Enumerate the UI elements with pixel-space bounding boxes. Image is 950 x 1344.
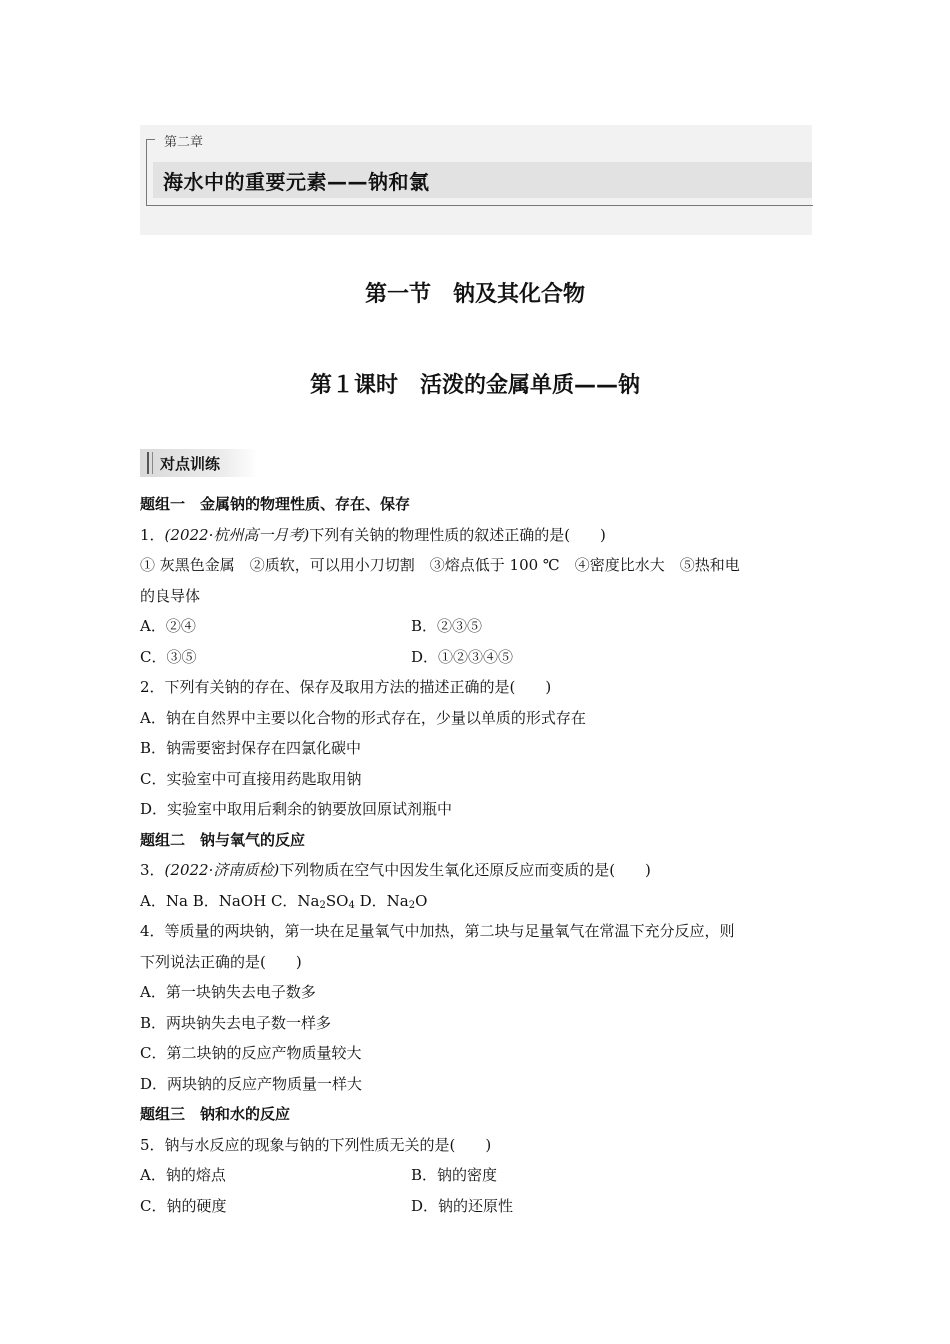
question-5-options-row-2 [140,1191,812,1222]
question-3-text: 下列物质在空气中因发生氧化还原反应而变质的是( ) [279,861,651,879]
question-1-option-a[interactable]: A．②④ [140,617,196,635]
question-4-option-a[interactable]: A．第一块钠失去电子数多 [140,983,316,1001]
practice-tag-label: 对点训练 [160,455,221,473]
question-5-option-c[interactable]: C．钠的硬度 [140,1196,227,1215]
question-3-option-d[interactable] [360,892,428,910]
question-4-option-c[interactable]: C．第二块钠的反应产物质量较大 [140,1044,362,1062]
question-3-option-d-pre: D．Na [359,891,409,910]
tag-bar-thick [147,452,149,474]
question-5-option-a[interactable]: A．钠的熔点 [140,1166,226,1184]
question-3-option-c-sub1: 2 [319,899,326,911]
chapter-label: 第二章 [160,131,207,150]
question-1-number: 1． [140,525,165,544]
section-title: 第一节 钠及其化合物 [364,282,585,307]
question-4-stem-line-2: 下列说法正确的是( ) [140,952,302,971]
question-3-option-c-sub2: 4 [348,899,355,911]
group-title-3: 题组三 钠和水的反应 [140,1105,291,1123]
group-title-2: 题组二 钠与氧气的反应 [140,830,306,849]
group-title-1: 题组一 金属钠的物理性质、存在、保存 [140,495,411,513]
question-3-number: 3． [140,861,165,879]
question-4-stem-line-1: 4．等质量的两块钠，第一块在足量氧气中加热，第二块与足量氧气在常温下充分反应，则 [140,922,735,940]
question-3-option-d-sub: 2 [408,899,416,911]
question-2-option-d[interactable]: D．实验室中取用后剩余的钠要放回原试剂瓶中 [140,800,453,818]
question-3-option-c[interactable] [271,892,355,910]
question-5-option-d[interactable]: D．钠的还原性 [411,1196,514,1215]
question-2-option-b[interactable]: B．钠需要密封保存在四氯化碳中 [140,739,362,757]
question-5-option-b[interactable]: B．钠的密度 [411,1166,498,1184]
question-1-text: 下列有关钠的物理性质的叙述正确的是( ) [309,525,606,544]
question-2-option-a[interactable]: A．钠在自然界中主要以化合物的形式存在，少量以单质的形式存在 [140,708,586,727]
question-3-source: (2022·济南质检) [164,861,280,879]
lesson-title: 第１课时 活泼的金属单质——钠 [309,373,640,398]
question-3-option-c-mid: SO [325,891,349,910]
question-1-option-d[interactable]: D．①②③④⑤ [411,647,514,666]
practice-tag [140,449,258,477]
question-3-stem [140,855,812,886]
question-1-items-line-2: 的良导体 [140,586,201,605]
question-1-options-row-1 [140,611,812,642]
question-3-option-b[interactable]: B．NaOH [192,891,267,910]
question-1-option-b[interactable]: B．②③⑤ [411,617,483,635]
question-3-option-c-pre: C．Na [270,891,320,910]
question-1-stem [140,520,812,551]
question-1-items-line-1: ① 灰黑色金属 ②质软，可以用小刀切割 ③熔点低于 100 ℃ ④密度比水大 ⑤热和电 [140,556,740,574]
question-3-option-d-post: O [415,891,428,910]
exercise-body [140,489,812,1221]
question-3-options [140,886,812,917]
question-4-option-b[interactable]: B．两块钠失去电子数一样多 [140,1013,332,1032]
question-1-option-c[interactable]: C．③⑤ [140,647,197,666]
question-5-stem: 5．钠与水反应的现象与钠的下列性质无关的是( ) [140,1135,492,1154]
question-5-options-row-1 [140,1160,812,1191]
question-3-option-a[interactable]: A．Na [140,891,188,910]
question-1-source: (2022·杭州高一月考) [164,525,310,544]
tag-bar-thin [152,452,153,474]
chapter-title: 海水中的重要元素——钠和氯 [163,170,430,194]
question-2-option-c[interactable]: C．实验室中可直接用药匙取用钠 [140,769,362,788]
question-2-stem: 2．下列有关钠的存在、保存及取用方法的描述正确的是( ) [140,678,552,696]
question-1-options-row-2 [140,642,812,673]
question-4-option-d[interactable]: D．两块钠的反应产物质量一样大 [140,1074,363,1093]
